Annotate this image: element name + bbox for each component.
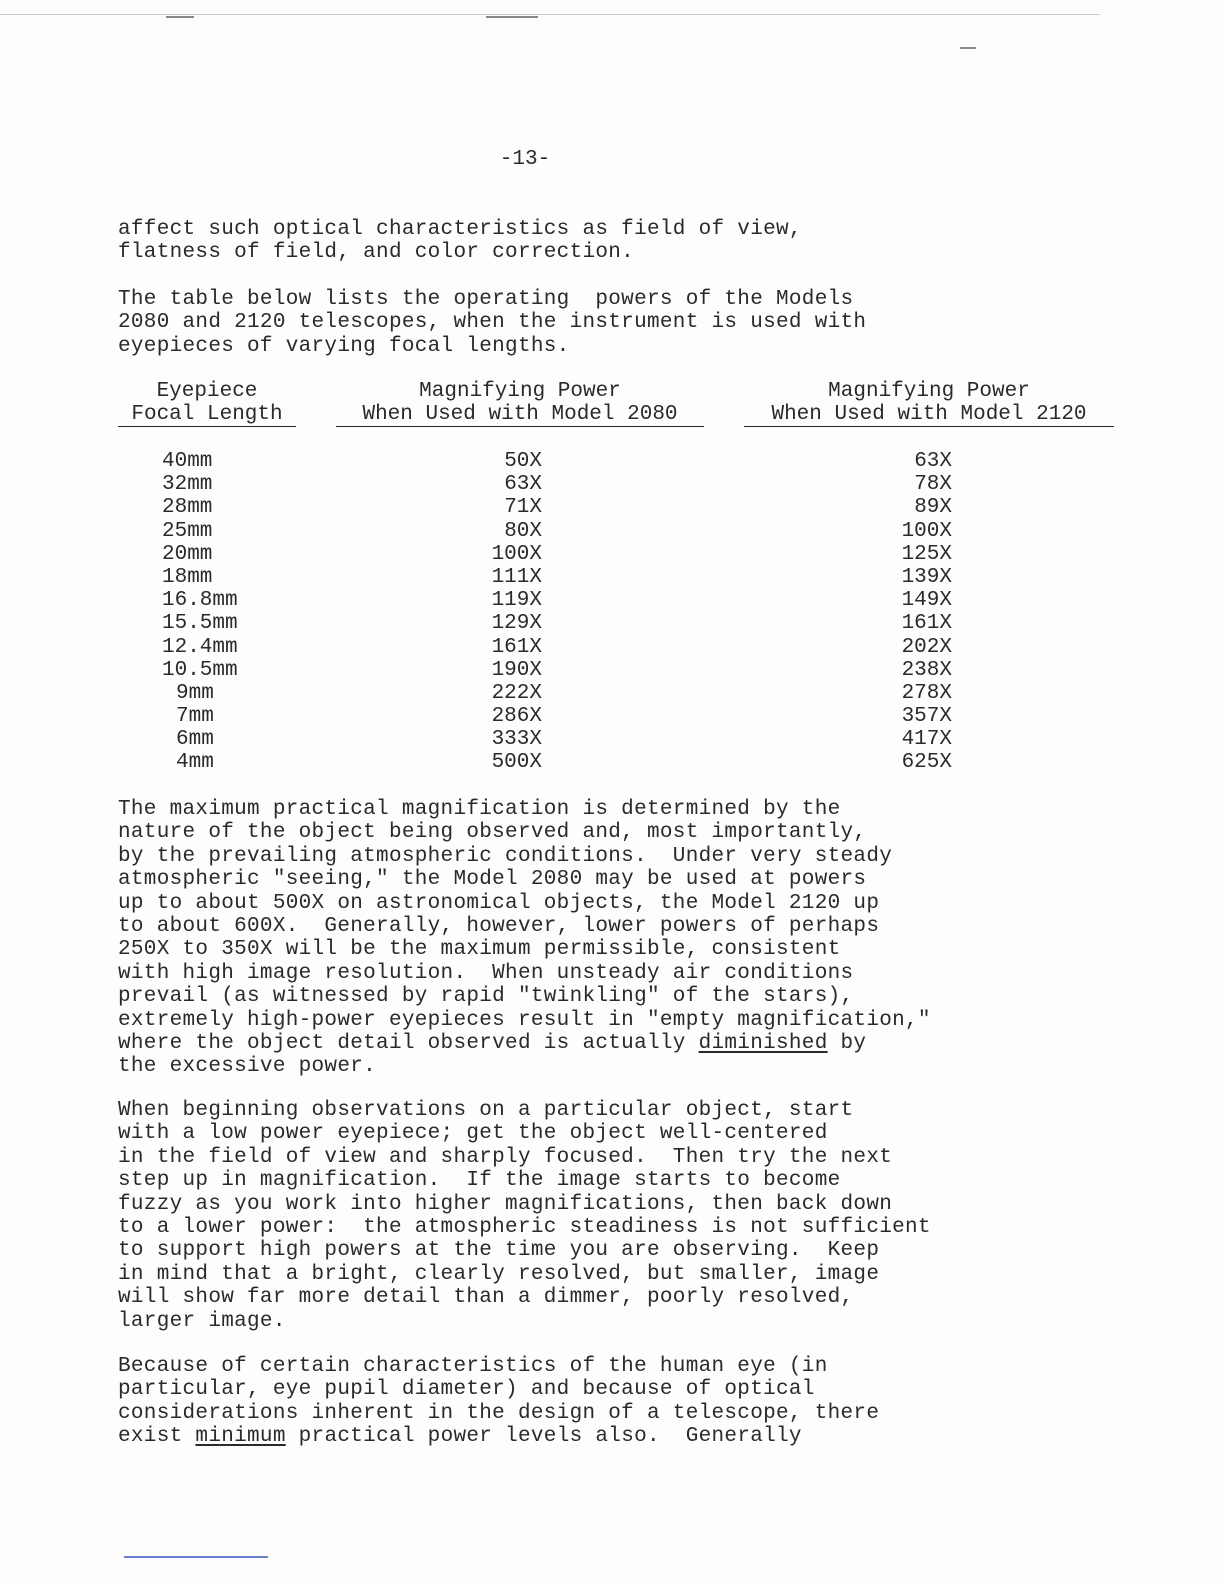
cell-power-2080: 222X — [491, 681, 542, 705]
paragraph-table-intro: The table below lists the operating powers of the Models 2080 and 2120 telescopes, when the instrument is used with eyepieces of varying focal lengths. — [118, 288, 867, 358]
cell-power-2120: 161X — [901, 612, 952, 636]
cell-power-2080: 50X — [504, 450, 542, 473]
header-line2: When Used with Model 2120 — [744, 403, 1114, 427]
header-model-2120 — [744, 380, 1114, 427]
header-line2: When Used with Model 2080 — [336, 403, 704, 427]
paragraph-text: Because of certain characteristics of the human eye (in particular, eye pupil diameter) and because of optical considerations inherent in the design of a telescope, there exist — [118, 1355, 880, 1449]
paragraph-observing-tips: When beginning observations on a particular object, start with a low power eyepiece; get the object well-centered in the field of view and sharply focused. Then try the next step up in magnification. If the image starts to become fuzzy as you work into higher magnifications, then back down to a lower power: the atmospheric steadiness is not sufficient to support high powers at the time you are observing. Keep in mind that a bright, clearly resolved, but smaller, image will show far more detail than a dimmer, poorly resolved, larger image. — [118, 1099, 931, 1333]
cell-focal-length: 4mm — [176, 751, 214, 775]
cell-power-2080: 190X — [491, 658, 542, 682]
paragraph-max-magnification — [118, 798, 1078, 1079]
table-row — [118, 612, 1118, 635]
cell-focal-length: 6mm — [176, 728, 214, 752]
emphasis-diminished: diminished — [698, 1032, 828, 1056]
paragraph-intro: affect such optical characteristics as field of view, flatness of field, and color correction. — [118, 218, 802, 265]
cell-power-2120: 149X — [901, 589, 952, 613]
page-number: -13- — [499, 148, 551, 171]
table-row — [118, 473, 1118, 496]
cell-power-2120: 625X — [901, 751, 952, 775]
header-model-2080 — [336, 380, 704, 427]
table-row — [118, 705, 1118, 728]
cell-power-2080: 119X — [491, 589, 542, 613]
header-line1: Eyepiece — [156, 380, 258, 403]
table-row — [118, 496, 1118, 519]
table-row — [118, 543, 1118, 566]
scan-artifact-mark — [960, 47, 976, 49]
cell-power-2120: 125X — [901, 542, 952, 566]
cell-focal-length: 15.5mm — [162, 612, 238, 636]
cell-focal-length: 9mm — [176, 681, 214, 705]
table-row — [118, 728, 1118, 751]
scan-artifact-mark — [166, 16, 194, 18]
scan-artifact-mark — [486, 16, 538, 18]
table-row — [118, 589, 1118, 612]
header-line1: Magnifying Power — [828, 380, 1030, 403]
table-row — [118, 682, 1118, 705]
cell-power-2080: 129X — [491, 612, 542, 636]
cell-power-2120: 78X — [914, 473, 952, 497]
cell-power-2080: 286X — [491, 705, 542, 729]
cell-power-2120: 202X — [901, 635, 952, 659]
table-row — [118, 636, 1118, 659]
emphasis-minimum: minimum — [195, 1425, 286, 1449]
table-row — [118, 450, 1118, 473]
header-line2: Focal Length — [118, 403, 296, 427]
cell-power-2080: 63X — [504, 473, 542, 497]
cell-power-2080: 161X — [491, 635, 542, 659]
cell-focal-length: 25mm — [162, 519, 213, 543]
cell-power-2080: 71X — [504, 496, 542, 520]
cell-focal-length: 32mm — [162, 473, 213, 497]
cell-focal-length: 16.8mm — [162, 589, 238, 613]
cell-power-2120: 63X — [914, 450, 952, 473]
cell-power-2080: 80X — [504, 519, 542, 543]
table-header — [118, 380, 1118, 430]
scan-artifact-line — [0, 14, 1100, 15]
cell-focal-length: 12.4mm — [162, 635, 238, 659]
cell-focal-length: 20mm — [162, 542, 213, 566]
cell-power-2120: 278X — [901, 681, 952, 705]
cell-power-2120: 417X — [901, 728, 952, 752]
paragraph-text: by the excessive power. — [118, 1032, 867, 1079]
cell-power-2080: 111X — [491, 565, 542, 589]
cell-focal-length: 40mm — [162, 450, 213, 473]
header-line1: Magnifying Power — [419, 380, 621, 403]
table-row — [118, 659, 1118, 682]
cell-power-2120: 357X — [901, 705, 952, 729]
table-row — [118, 751, 1118, 774]
paragraph-text: The maximum practical magnification is determined by the nature of the object being observed and, most importantly, by the prevailing atmospheric conditions. Under very steady atmospheric "seeing," the Model 2080 may be used at powers up to about 500X on astronomical objects, the Model 2120 up to about 600X. Generally, however, lower powers of perhaps 250X to 350X will be the maximum permissible, consistent with high image resolution. When unsteady air conditions prevail (as witnessed by rapid "twinkling" of the stars), extremely high-power eyepieces result in "empty magnification," where the object detail observed is actually — [118, 798, 931, 1056]
cell-power-2080: 100X — [491, 542, 542, 566]
table-row — [118, 520, 1118, 543]
cell-focal-length: 28mm — [162, 496, 213, 520]
cell-power-2120: 100X — [901, 519, 952, 543]
paragraph-text: practical power levels also. Generally — [285, 1425, 802, 1449]
cell-power-2120: 89X — [914, 496, 952, 520]
cell-power-2080: 500X — [491, 751, 542, 775]
header-eyepiece — [118, 380, 296, 427]
table-body — [118, 450, 1118, 775]
bottom-rule — [124, 1556, 268, 1558]
cell-focal-length: 7mm — [176, 705, 214, 729]
table-row — [118, 566, 1118, 589]
cell-power-2120: 238X — [901, 658, 952, 682]
cell-focal-length: 18mm — [162, 565, 213, 589]
cell-focal-length: 10.5mm — [162, 658, 238, 682]
cell-power-2080: 333X — [491, 728, 542, 752]
cell-power-2120: 139X — [901, 565, 952, 589]
paragraph-minimum-power — [118, 1355, 1078, 1449]
